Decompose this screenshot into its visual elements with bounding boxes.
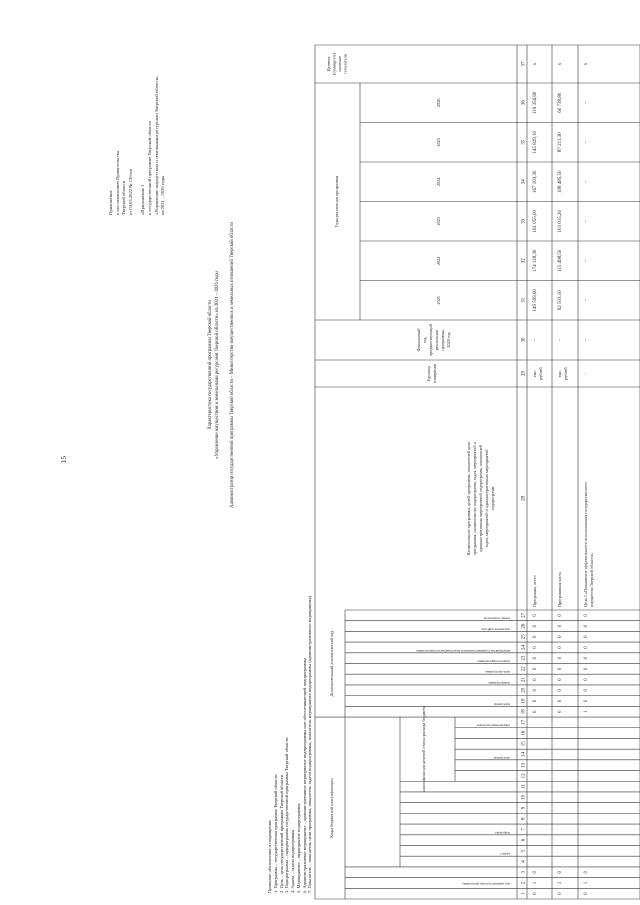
row-name: Цель 1 «Повышение эффективности использования государственного <box>583 482 588 607</box>
row-analytic-digit: 0 <box>558 667 563 671</box>
row-year-value: - <box>584 141 589 144</box>
column-number: 29 <box>521 371 527 376</box>
column-number: 18 <box>521 709 527 715</box>
column-number: 13 <box>521 762 527 768</box>
header-razdel: раздел <box>500 852 510 857</box>
row-fin-year: - <box>533 339 538 341</box>
row-fin-year: - <box>584 339 589 341</box>
header-expense-type: направление расходов <box>477 723 510 728</box>
column-number: 26 <box>521 623 527 629</box>
column-number: 12 <box>521 773 527 779</box>
column-number: 34 <box>521 179 527 185</box>
row-analytic-digit: 0 <box>533 624 538 628</box>
row-target: х <box>533 62 538 66</box>
column-number: 27 <box>521 612 527 618</box>
header-years-group: Годы реализации программы <box>334 175 339 228</box>
legend-item: 2. Цель – цель государственной программы Тверской области <box>278 774 284 893</box>
header-fin-year: реализации <box>434 329 439 351</box>
row-year-value: - <box>584 299 589 302</box>
row-analytic-digit: 0 <box>558 624 563 628</box>
legend-item: 1. Программа – государственная программа Тверской области <box>272 774 278 893</box>
legend-item: 4. Задача – задача подпрограммы <box>290 829 295 893</box>
row-year-value: - <box>584 220 589 223</box>
row-code-digit: 0 <box>533 870 538 874</box>
header-target-article: классификация целевой статьи расхода бюджета <box>421 705 426 793</box>
header-year: 2021 <box>436 296 441 305</box>
header-podrazdel: подраздел <box>494 830 510 835</box>
column-number: 8 <box>521 817 527 820</box>
approval-line: к государственной программе Тверской области <box>146 121 152 215</box>
header-admin-code: код администратора программы <box>462 881 510 886</box>
header-target: (суммарное) <box>331 52 337 76</box>
row-analytic-digit: 0 <box>558 646 563 649</box>
header-unit: Единица <box>426 365 431 382</box>
column-number: 11 <box>521 784 527 790</box>
header-fin-year: год, <box>422 336 427 344</box>
column-number: 14 <box>521 752 527 757</box>
row-analytic-digit: 0 <box>584 646 589 649</box>
row-year-value: 108 485,50 <box>558 170 563 193</box>
column-number: 31 <box>521 297 527 303</box>
header-event: мероприятие (административное мероприятие) подпрограммы <box>416 648 510 653</box>
column-number: 17 <box>521 719 527 725</box>
header-target: показателя <box>342 54 348 74</box>
approval-line: на 2021 – 2026 годы <box>160 175 166 215</box>
row-analytic-digit: 0 <box>558 678 563 681</box>
column-number: 2 <box>521 881 527 885</box>
header-goal: цель программы <box>485 670 510 675</box>
row-analytic-digit: 0 <box>533 667 538 671</box>
header-unit: измерения <box>432 364 437 383</box>
column-number: 21 <box>521 677 527 683</box>
row-analytic-digit: 0 <box>584 678 589 681</box>
row-code-digit: 1 <box>558 881 563 885</box>
row-analytic-digit: 0 <box>558 710 563 713</box>
heading-line-2: «Управление имуществом и земельными ресурсами Тверской области» на 2021 – 2026 годы <box>215 271 221 459</box>
row-year-value: 167 103,30 <box>533 170 538 193</box>
column-number: 15 <box>521 741 527 747</box>
header-year: 2023 <box>436 217 441 226</box>
legend-item: 6. Административное мероприятие – административное мероприятие подпрограммы или обеспечивающей подпрограммы <box>301 657 307 893</box>
legend-title: Принятые обозначения и сокращения: <box>267 819 272 893</box>
row-year-value: - <box>584 180 589 183</box>
row-name: Программная часть <box>557 572 562 607</box>
row-unit: рублей <box>538 367 543 380</box>
row-analytic-digit: 0 <box>584 699 589 703</box>
row-analytic-digit: 0 <box>584 614 589 617</box>
column-number: 7 <box>521 828 527 831</box>
row-analytic-digit: 0 <box>558 614 563 617</box>
header-fin-year: предшествующий <box>428 324 433 356</box>
row-analytic-digit: 0 <box>558 699 563 703</box>
header-col28: административных мероприятий подпрограмм, показателей <box>478 444 483 553</box>
header-analytic: аналитический код <box>481 627 510 632</box>
page-number: 15 <box>60 456 68 463</box>
row-year-value: - <box>584 101 589 104</box>
header-year: 2022 <box>436 256 441 265</box>
row-analytic-digit: 0 <box>533 689 538 692</box>
row-year-value: 103 015,20 <box>558 210 563 233</box>
row-year-value: 119 356,60 <box>533 91 538 114</box>
row-year-value: 174 118,30 <box>533 249 538 272</box>
header-col28: Наименование программы, целей программы, показателей цели <box>466 441 471 556</box>
column-number: 35 <box>521 139 527 145</box>
header-col28: подпрограмм <box>490 486 495 511</box>
row-code-digit: 0 <box>558 870 563 874</box>
approval-line: к постановлению Правительства <box>114 151 120 215</box>
column-number: 23 <box>521 655 527 661</box>
header-target: значение <box>337 56 342 72</box>
header-subprogram: подпрограмма <box>488 680 510 685</box>
row-analytic-digit: 0 <box>584 624 589 628</box>
row-analytic-digit: 0 <box>533 656 538 660</box>
row-analytic-digit: 0 <box>584 635 589 639</box>
row-analytic-digit: 0 <box>533 635 538 639</box>
header-additional-code: Дополнительный аналитический код <box>329 630 334 697</box>
row-code-digit: 1 <box>533 881 538 885</box>
header-task: задача подпрограммы <box>477 659 510 664</box>
row-target: х <box>558 62 563 66</box>
row-year-value: 87 211,30 <box>558 132 563 153</box>
row-code-digit: 0 <box>533 892 538 895</box>
row-name: имущества Тверской области» <box>589 552 594 607</box>
row-year-value: - <box>584 259 589 262</box>
row-year-value: 115 498,50 <box>558 249 563 272</box>
row-code-digit: 0 <box>584 870 589 874</box>
row-analytic-digit: 0 <box>533 710 538 713</box>
column-number: 33 <box>521 218 527 224</box>
row-target: х <box>584 62 589 66</box>
approval-line: Тверской области <box>121 180 127 215</box>
legend-item: 3. Подпрограмма – подпрограмма государственной программы Тверской области <box>284 737 290 893</box>
row-analytic-digit: 0 <box>558 689 563 692</box>
heading-line-3: Администратор государственной программы Тверской области – Министерство имущественных и земельных отношений Тверской области <box>229 222 235 508</box>
column-number: 9 <box>521 806 527 810</box>
column-number: 30 <box>521 337 527 343</box>
row-unit: рублей <box>563 367 568 380</box>
column-number: 36 <box>521 100 527 106</box>
column-number: 6 <box>521 838 527 842</box>
header-target: Целевое <box>326 56 331 72</box>
row-year-value: 145 829,10 <box>533 131 538 154</box>
row-unit: тыс. <box>532 369 537 378</box>
column-number: 22 <box>521 666 527 672</box>
column-number: 1 <box>521 892 527 895</box>
header-codes-budget: Коды бюджетной классификации <box>329 778 334 838</box>
column-number: 10 <box>521 794 527 800</box>
header-year: 2025 <box>436 138 441 147</box>
row-analytic-digit: 0 <box>584 689 589 692</box>
column-number: 3 <box>521 870 527 874</box>
row-analytic-digit: 0 <box>533 646 538 649</box>
row-unit: тыс. <box>557 369 562 378</box>
header-fin-year: 2020 год <box>446 332 451 348</box>
approval-line: Приложение <box>108 190 113 215</box>
approval-line: «Управление имуществом и земельными ресурсами Тверской области» <box>153 75 159 215</box>
row-year-value: 60 738,80 <box>558 92 563 113</box>
header-program: программа <box>493 755 510 760</box>
row-unit: - <box>583 372 588 375</box>
column-number: 24 <box>521 644 527 650</box>
row-fin-year: - <box>558 339 563 341</box>
approval-line: от 03.03.2022 № 136-пп <box>127 168 133 215</box>
row-analytic-digit: 0 <box>584 656 589 660</box>
row-name: Программа, всего <box>532 575 537 607</box>
column-number: 4 <box>521 860 527 863</box>
header-year: 2026 <box>436 98 441 107</box>
row-code-digit: 0 <box>584 892 589 895</box>
header-year: 2024 <box>436 177 441 186</box>
row-analytic-digit: 0 <box>533 678 538 681</box>
header-col28: задач, мероприятий и административных мероприятий <box>484 449 489 548</box>
row-code-digit: 1 <box>584 881 589 885</box>
approval-line: «Приложение 1 <box>140 184 146 215</box>
column-number: 19 <box>521 698 527 704</box>
row-code-digit: 0 <box>558 892 563 895</box>
row-year-value: 161 055,00 <box>533 210 538 233</box>
row-year-value: 92 503,10 <box>558 290 563 311</box>
row-analytic-digit: 0 <box>558 635 563 639</box>
legend-item: 5. Мероприятие – мероприятие подпрограммы <box>295 803 301 893</box>
column-number: 28 <box>521 496 527 501</box>
header-additional-program: программа <box>493 702 510 707</box>
header-indicator: номер показателя <box>483 616 510 621</box>
legend-item: 7. Показатель – показатель цели программы, показатель задачи подпрограммы, показатель мероприятия подпрограммы (административного мероприятия). <box>307 594 313 893</box>
row-analytic-digit: 0 <box>558 656 563 660</box>
column-number: 16 <box>521 730 527 736</box>
row-year-value: 149 599,60 <box>533 289 538 312</box>
row-analytic-digit: 0 <box>584 667 589 671</box>
heading-line-1: Характеристика государственной программы Тверской области <box>208 300 213 430</box>
header-col28: программы, наименование подпрограмм, задач, мероприятий и <box>472 442 477 555</box>
column-number: 37 <box>521 61 527 67</box>
column-number: 20 <box>521 687 527 693</box>
column-number: 32 <box>521 258 527 264</box>
column-number: 25 <box>521 634 527 640</box>
header-fin-year: Финансовый <box>416 328 421 352</box>
row-analytic-digit: 0 <box>533 614 538 617</box>
row-analytic-digit: 1 <box>584 710 589 713</box>
row-analytic-digit: 0 <box>533 699 538 703</box>
header-fin-year: программы, <box>440 329 445 351</box>
column-number: 5 <box>521 849 527 853</box>
